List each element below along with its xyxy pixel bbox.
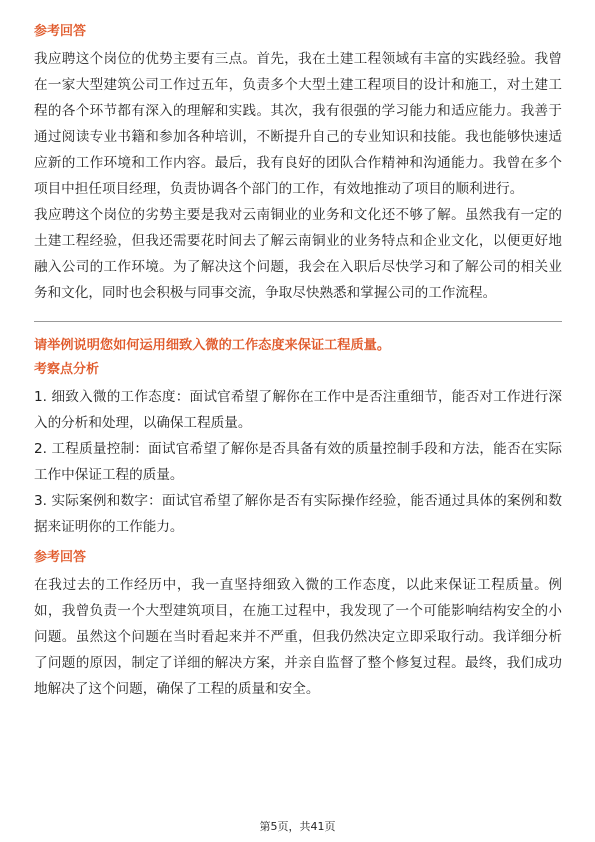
reference-answer-heading-2: 参考回答: [34, 550, 87, 565]
reference-answer-heading: 参考回答: [34, 24, 87, 39]
strengths-paragraph: 我应聘这个岗位的优势主要有三点。首先，我在土建工程领域有丰富的实践经验。我曾在一家大型建筑公司工作过五年，负责多个大型土建工程项目的设计和施工，对土建工程的各个环节都有深入的理解和实践。其次，我有很强的学习能力和适应能力。我善于通过阅读专业书籍和参加各种培训，不断提升自己的专业知识和技能。我也能够快速适应新的工作环境和工作内容。最后，我有良好的团队合作精神和沟通能力。我曾在多个项目中担任项目经理，负责协调各个部门的工作，有效地推动了项目的顺利进行。: [34, 51, 562, 197]
analysis-point: 3. 实际案例和数字：面试官希望了解你是否有实际操作经验，能否通过具体的案例和数据来证明你的工作能力。: [34, 493, 562, 535]
analysis-point: 2. 工程质量控制：面试官希望了解你是否具备有效的质量控制手段和方法，能否在实际工作中保证工程的质量。: [34, 441, 562, 483]
section-divider: [34, 321, 562, 322]
interview-question: 请举例说明您如何运用细致入微的工作态度来保证工程质量。: [34, 338, 391, 353]
document-body: [34, 22, 562, 702]
analysis-point: 1. 细致入微的工作态度：面试官希望了解你在工作中是否注重细节，能否对工作进行深入的分析和处理，以确保工程质量。: [34, 389, 562, 431]
analysis-heading: 考察点分析: [34, 362, 100, 377]
weaknesses-paragraph: 我应聘这个岗位的劣势主要是我对云南铜业的业务和文化还不够了解。虽然我有一定的土建工程经验，但我还需要花时间去了解云南铜业的业务特点和企业文化，以便更好地融入公司的工作环境。为了解决这个问题，我会在入职后尽快学习和了解公司的相关业务和文化，同时也会积极与同事交流，争取尽快熟悉和掌握公司的工作流程。: [34, 207, 562, 301]
example-answer-paragraph: 在我过去的工作经历中，我一直坚持细致入微的工作态度，以此来保证工程质量。例如，我曾负责一个大型建筑项目，在施工过程中，我发现了一个可能影响结构安全的小问题。虽然这个问题在当时看起来并不严重，但我仍然决定立即采取行动。我详细分析了问题的原因，制定了详细的解决方案，并亲自监督了整个修复过程。最终，我们成功地解决了这个问题，确保了工程的质量和安全。: [34, 577, 562, 697]
page-number: 第5页，共41页: [259, 820, 336, 833]
